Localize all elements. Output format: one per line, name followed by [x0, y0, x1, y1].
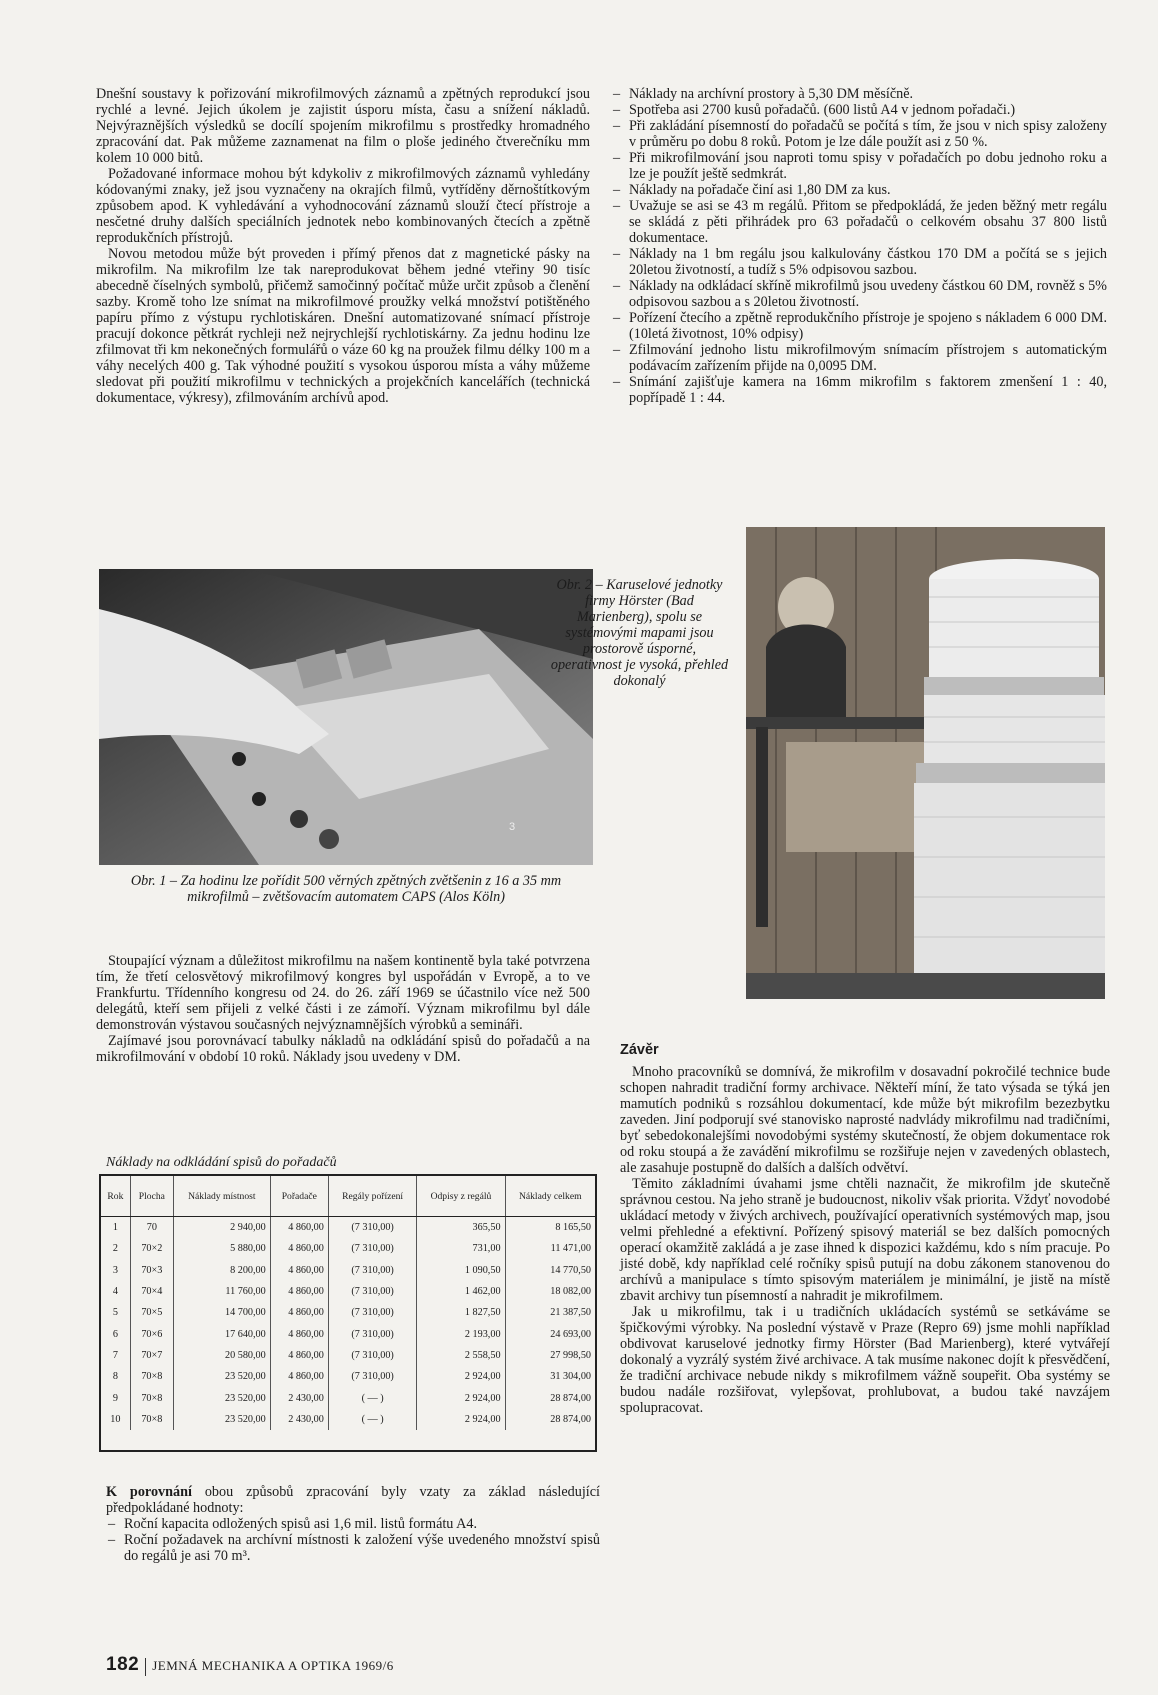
table-header: Náklady místnost	[173, 1176, 270, 1217]
table-header: Plocha	[130, 1176, 173, 1217]
table-row	[101, 1281, 595, 1302]
figure-2-caption: Obr. 2 – Karuselové jednotky firmy Hörster (Bad Marienberg), spolu se systémovými mapami jsou prostorově úsporné, operativnost je vysoká, přehled dokonalý	[550, 577, 729, 689]
table-cell: 14 770,50	[550, 1264, 591, 1276]
table-title: Náklady na odkládání spisů do pořadačů	[106, 1155, 337, 1170]
table-header: Regály pořízení	[328, 1176, 417, 1217]
table-cell: 4 860,00	[270, 1281, 328, 1302]
list-item: – Při mikrofilmování jsou naproti tomu spisy v pořadačích po dobu jednoho roku a lze je použít ještě sedmkrát.	[611, 150, 1107, 182]
table-cell: (7 310,00)	[328, 1302, 417, 1323]
table-cell: 9	[101, 1387, 130, 1408]
table-row	[101, 1302, 595, 1323]
paragraph: Těmito základními úvahami jsme chtěli naznačit, že mikrofilm jde skutečně správnou cestou. Na jeho straně je budoucnost, nikoliv však priorita. Vždyť novodobé ukládací metody v živých archivech, používající operativních systémových map, jsou velmi přehledné a efektivní. Pořízený spisový materiál se bez dalších pomocných operací okamžitě zakládá a je zase ihned k dispozici každému, kdo s ním pracuje. Po jisté době, kdy například celé ročníky spisů putují na dobu zákonem stanovenou do archívů a manipulace s tímto spisovým materiálem je minimální, je jistě na místě zbavit archivy tun písemností a nahradit je mikrofilmem.	[620, 1176, 1110, 1304]
list-item: – Uvažuje se asi se 43 m regálů. Přitom se předpokládá, že jeden běžný metr regálu se skládá z pěti přihrádek pro 63 pořadačů o celkovém obsahu 37 800 listů dokumentace.	[611, 198, 1107, 246]
cost-table	[99, 1174, 597, 1452]
comparison-lead-bold: K porovnání	[106, 1484, 192, 1500]
table-cell: 4 860,00	[270, 1260, 328, 1281]
table-row	[101, 1387, 595, 1408]
table-row	[101, 1345, 595, 1366]
table-cell: 2 924,00	[417, 1409, 505, 1430]
table-row	[101, 1217, 595, 1239]
table-row	[101, 1409, 595, 1430]
paragraph: Zajímavé jsou porovnávací tabulky nákladů na odkládání spisů do pořadačů a na mikrofilmování v období 10 roků. Náklady jsou uvedeny v DM.	[96, 1033, 590, 1065]
table-cell: 10	[101, 1409, 130, 1430]
table-cell: 5	[101, 1302, 130, 1323]
journal-name: JEMNÁ MECHANIKA A OPTIKA 1969/6	[152, 1658, 394, 1673]
left-column-intro	[96, 86, 590, 406]
page-number: 182	[106, 1654, 140, 1675]
table-cell: 2 924,00	[417, 1366, 505, 1387]
table-header: Náklady celkem	[505, 1176, 595, 1217]
table-cell: 8	[101, 1366, 130, 1387]
paragraph: Stoupající význam a důležitost mikrofilmu na našem kontinentě byla také potvrzena tím, že třetí celosvětový mikrofilmový kongres byl uspořádán v Evropě, a to ve Frankfurtu. Třídenního kongresu od 24. do 26. září 1969 se účastnilo více než 500 delegátů, kteří sem přijeli z velké části i ze zámoří. Význam mikrofilmu byl dále demonstrován výstavou současných nejvýznamnějších výrobků a semináři.	[96, 953, 590, 1033]
table-cell: 11 471,00	[550, 1243, 591, 1255]
table-header: Rok	[101, 1176, 130, 1217]
list-item: – Náklady na 1 bm regálu jsou kalkulovány částkou 170 DM a počítá se s jejich 20letou životností, a tudíž s 5% odpisovou sazbou.	[611, 246, 1107, 278]
figure-1-caption: Obr. 1 – Za hodinu lze pořídit 500 věrných zpětných zvětšenin z 16 a 35 mm mikrofilmů – zvětšovacím automatem CAPS (Alos Köln)	[130, 873, 562, 905]
list-item: – Náklady na pořadače činí asi 1,80 DM za kus.	[611, 182, 1107, 198]
table-cell: 70×3	[130, 1260, 173, 1281]
page-footer	[106, 1654, 394, 1676]
table-cell: 70	[130, 1217, 173, 1239]
table-cell: 4 860,00	[270, 1345, 328, 1366]
table-cell: (7 310,00)	[328, 1238, 417, 1259]
table-cell: 14 700,00	[173, 1302, 270, 1323]
table-body	[101, 1217, 595, 1430]
conclusion-text	[620, 1064, 1110, 1416]
table-cell: 70×5	[130, 1302, 173, 1323]
table-cell: 23 520,00	[173, 1409, 270, 1430]
list-item: – Roční kapacita odložených spisů asi 1,6 mil. listů formátu A4.	[106, 1516, 600, 1532]
table-cell: 2 940,00	[173, 1217, 270, 1239]
table-cell: 4 860,00	[270, 1302, 328, 1323]
comparison-lead-text: obou způsobů zpracování byly vzaty za základ následující předpokládané hodnoty:	[106, 1484, 600, 1516]
list-item: – Pořízení čtecího a zpětně reprodukčního přístroje je spojeno s nákladem 6 000 DM. (10letá životnost, 10% odpisy)	[611, 310, 1107, 342]
photo-caps-enlarger-image	[99, 569, 593, 865]
table-cell: 70×4	[130, 1281, 173, 1302]
table-cell: 4 860,00	[270, 1323, 328, 1344]
table-cell: 18 082,00	[550, 1286, 591, 1298]
table-cell: 365,50	[417, 1217, 505, 1239]
cost-assumptions-list	[611, 86, 1107, 406]
table-cell: 70×8	[130, 1387, 173, 1408]
table-cell: 20 580,00	[173, 1345, 270, 1366]
table-cell: 4 860,00	[270, 1238, 328, 1259]
table-cell: (7 310,00)	[328, 1323, 417, 1344]
table-cell: 3	[101, 1260, 130, 1281]
table-cell: 23 520,00	[173, 1387, 270, 1408]
table-cell: 7	[101, 1345, 130, 1366]
table-cell: (7 310,00)	[328, 1345, 417, 1366]
paragraph: Dnešní soustavy k pořizování mikrofilmových záznamů a zpětných reprodukcí jsou rychlé a levné. Jejich úkolem je zajistit úsporu místa, času a snížení nákladů. Nejvýraznějších výsledků se docílí spojením mikrofilmu s prostředky hromadného zpracování dat. Pak můžeme zaznamenat na film o ploše jediného čtverečníku mm kolem 10 000 bitů.	[96, 86, 590, 166]
photo-caps-enlarger	[99, 569, 593, 865]
table-row	[101, 1323, 595, 1344]
table-cell: (7 310,00)	[328, 1217, 417, 1239]
table-cell: 4 860,00	[270, 1217, 328, 1239]
list-item: – Při zakládání písemností do pořadačů se počítá s tím, že jsou v nich spisy založeny v průměru po dobu 8 roků. Potom je lze dále použít asi z 50 %.	[611, 118, 1107, 150]
table-cell: 731,00	[417, 1238, 505, 1259]
list-item: – Náklady na archívní prostory à 5,30 DM měsíčně.	[611, 86, 1107, 102]
table-cell: (7 310,00)	[328, 1281, 417, 1302]
table-cell: 1 462,00	[417, 1281, 505, 1302]
table-row	[101, 1366, 595, 1387]
table-cell: ( — )	[328, 1409, 417, 1430]
table-cell: 2	[101, 1238, 130, 1259]
table-header: Pořadače	[270, 1176, 328, 1217]
table-cell: 31 304,00	[550, 1371, 591, 1383]
table-cell: 28 874,00	[550, 1413, 591, 1425]
table-cell: 2 430,00	[270, 1387, 328, 1408]
table-cell: 23 520,00	[173, 1366, 270, 1387]
comparison-lead	[106, 1484, 600, 1516]
table-row	[101, 1238, 595, 1259]
table-cell: 1	[101, 1217, 130, 1239]
table-cell: 17 640,00	[173, 1323, 270, 1344]
list-item: – Zfilmování jednoho listu mikrofilmovým snímacím přístrojem s automatickým podávacím zařízením přijde na 0,0095 DM.	[611, 342, 1107, 374]
table-cell: 21 387,50	[550, 1307, 591, 1319]
table-header-row	[101, 1176, 595, 1217]
list-item: – Roční požadavek na archívní místnosti k založení výše uvedeného množství spisů do regálů je asi 70 m³.	[106, 1532, 600, 1564]
paragraph: Novou metodou může být proveden i přímý přenos dat z magnetické pásky na mikrofilm. Na mikrofilm lze tak nareprodukovat během jedné vteřiny 90 tisíc abecedně číselných symbolů, přičemž samočinný počítač může určit způsob a členění sazby. Kromě toho lze snímat na mikrofilmové proužky velká množství potištěného papíru přímo z výstupu rychlotiskáren. Dnešní automatizované snímací přístroje pracují dokonce pětkrát rychleji než nejrychlejší rychlotiskárny. Za jednu hodinu lze zfilmovat tři km nekonečných formulářů o váze 60 kg na proužek filmu délky 100 m a váhy necelých 400 g. Tak výhodné použití s vysokou úsporou místa a váhy můžeme sledovat při použití mikrofilmu v technických a projekčních kancelářích (technická dokumentace, výkresy), zfilmováním archívů apod.	[96, 246, 590, 406]
conclusion-heading: Závěr	[620, 1042, 659, 1058]
table-cell: 24 693,00	[550, 1328, 591, 1340]
table-cell: 2 193,00	[417, 1323, 505, 1344]
paragraph: Mnoho pracovníků se domnívá, že mikrofilm v dosavadní pokročilé technice bude schopen nahradit tradiční formy archivace. Někteří míní, že tato výsada se týká jen mamutích podniků s rozsáhlou dokumentací, kde může být mikrofilm bezezbytku zaveden. Jiní podporují své stanovisko naprosté nadvlády mikrofilmu nad tradičními, byť sebedokonalejšími novodobými systémy skutečností, že objem dokumentace rok od roku stoupá a že zavádění mikrofilmu se rozšiřuje nejen v zavedených oblastech, ale zasahuje postupně do dalších a dalších odvětví.	[620, 1064, 1110, 1176]
list-item: – Snímání zajišťuje kamera na 16mm mikrofilm s faktorem zmenšení 1 : 40, popřípadě 1 : 44.	[611, 374, 1107, 406]
table-cell: 4 860,00	[270, 1366, 328, 1387]
table-cell: 2 430,00	[270, 1409, 328, 1430]
table-header: Odpisy z regálů	[417, 1176, 505, 1217]
table-cell: ( — )	[328, 1387, 417, 1408]
footer-divider	[145, 1658, 146, 1676]
table-cell: 27 998,50	[550, 1349, 591, 1361]
left-column-congress	[96, 953, 590, 1065]
table-cell: 11 760,00	[173, 1281, 270, 1302]
table-cell: 70×7	[130, 1345, 173, 1366]
photo-carousel-units	[746, 527, 1105, 999]
table-cell: 8 200,00	[173, 1260, 270, 1281]
table-cell: 2 558,50	[417, 1345, 505, 1366]
table-cell: 28 874,00	[550, 1392, 591, 1404]
table-row	[101, 1260, 595, 1281]
table-cell: 70×6	[130, 1323, 173, 1344]
table-cell: 70×8	[130, 1366, 173, 1387]
paragraph: Požadované informace mohou být kdykoliv z mikrofilmových záznamů vyhledány kódovanými znaky, jež jsou vyznačeny na okrajích filmů, vytříděny děrnoštítkovým způsobem apod. K vyhledávání a vyhodnocování záznamů slouží čtecí přístroje a nesčetné druhy dalších speciálních jednotek nebo kombinovaných čtecích a zpětně reprodukčních přístrojů.	[96, 166, 590, 246]
photo-carousel-units-image	[746, 527, 1105, 999]
table-cell: 4	[101, 1281, 130, 1302]
table-cell: 1 090,50	[417, 1260, 505, 1281]
table-cell: 70×2	[130, 1238, 173, 1259]
photo-number: 3	[509, 821, 516, 833]
table-cell: 2 924,00	[417, 1387, 505, 1408]
table-cell: 5 880,00	[173, 1238, 270, 1259]
table-cell: (7 310,00)	[328, 1260, 417, 1281]
table-cell: 8 165,50	[555, 1222, 591, 1234]
comparison-basis	[106, 1484, 600, 1564]
table-cell: 6	[101, 1323, 130, 1344]
list-item: – Náklady na odkládací skříně mikrofilmů jsou uvedeny částkou 60 DM, rovněž s 5% odpisovou sazbou a s 20letou životností.	[611, 278, 1107, 310]
table-cell: (7 310,00)	[328, 1366, 417, 1387]
table-cell: 1 827,50	[417, 1302, 505, 1323]
paragraph: Jak u mikrofilmu, tak i u tradičních ukládacích systémů se setkáváme se špičkovými výrobky. Na poslední výstavě v Praze (Repro 69) jsme mohli například obdivovat karuselové jednotky firmy Hörster (Bad Marienberg), které vytvářejí dokonalý a vyzrálý systém živé archivace. A tak musíme nakonec dojít k přesvědčení, že tradiční archivace nebude nikdy s mikrofilmem vážně soupeřit. Oba systémy se budou nadále rozšiřovat, vylepšovat, prohlubovat, a budou také navzájem spolupracovat.	[620, 1304, 1110, 1416]
table-cell: 70×8	[130, 1409, 173, 1430]
list-item: – Spotřeba asi 2700 kusů pořadačů. (600 listů A4 v jednom pořadači.)	[611, 102, 1107, 118]
